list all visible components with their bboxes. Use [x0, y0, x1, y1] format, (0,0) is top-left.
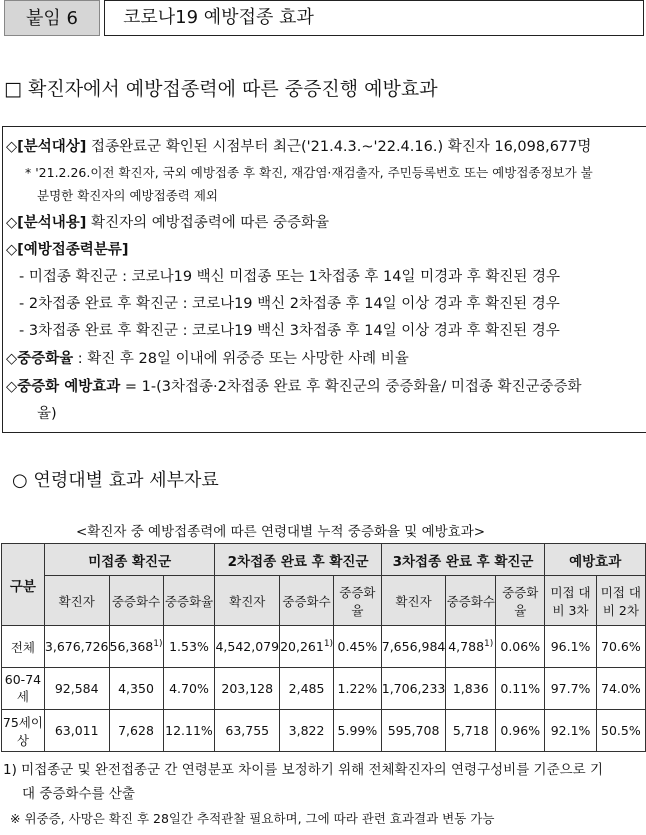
header-dose3: 3차접종 완료 후 확진군 [381, 544, 545, 576]
cell-cases-unvax: 3,676,726 [44, 626, 109, 668]
cell-severe-dose2 [280, 626, 334, 668]
subheader-vs3: 미접 대비 3차 [545, 576, 596, 626]
effect-line-cont: 율) [37, 406, 57, 422]
cell-severe-dose3 [446, 626, 496, 668]
class-unvax: - 미접종 확진군 : 코로나19 백신 미접종 또는 1차접종 후 14일 미경과 후 확진된 경우 [19, 269, 560, 285]
cell-rate-dose3: 0.96% [496, 710, 545, 752]
footnote-2: ※ 위중증, 사망은 확진 후 28일간 추적관찰 필요하며, 그에 따라 관련 효과결과 변동 가능 [10, 811, 495, 826]
footnote-mark: 1) [323, 638, 334, 649]
subheader-rate: 중증화율 [334, 576, 382, 626]
exclusion-note: * '21.2.26.이전 확진자, 국외 예방접종 후 확진, 재감염·재검출자, 주민등록번호 또는 예방접종정보가 불 [25, 165, 593, 180]
header-unvax: 미접종 확진군 [44, 544, 215, 576]
subheader-cases: 확진자 [215, 576, 280, 626]
label-severe-rate: 중증화율 [17, 351, 74, 367]
cell-severe-unvax: 4,350 [109, 668, 163, 710]
cell-severe-unvax: 7,628 [109, 710, 163, 752]
footnote-1-cont: 대 중증화수를 산출 [22, 786, 135, 802]
diamond-bullet: ◇ [6, 215, 18, 231]
cell-severe-dose3: 5,718 [446, 710, 496, 752]
cell-effect-vs3: 92.1% [545, 710, 596, 752]
cell-rate-dose2: 5.99% [334, 710, 382, 752]
label-content: [분석내용] [17, 215, 87, 231]
cell-rate-dose2: 0.45% [334, 626, 382, 668]
cell-effect-vs3: 97.7% [545, 668, 596, 710]
cell-rate-unvax: 4.70% [163, 668, 215, 710]
header-dose2: 2차접종 완료 후 확진군 [215, 544, 381, 576]
classification-line [6, 238, 128, 259]
table-row [2, 668, 646, 710]
cell-cases-dose2: 63,755 [215, 710, 280, 752]
diamond-bullet: ◇ [6, 351, 18, 367]
cell-rate-unvax: 12.11% [163, 710, 215, 752]
row-label: 75세이상 [2, 710, 45, 752]
label-effect: 중증화 예방효과 [17, 379, 121, 395]
footnote-mark: 1) [153, 638, 163, 649]
diamond-bullet: ◇ [6, 242, 18, 258]
cell-effect-vs2: 70.6% [596, 626, 645, 668]
section-title: 코로나19 예방접종 효과 [104, 0, 644, 36]
cell-severe-dose3: 1,836 [446, 668, 496, 710]
text-severe-rate: : 확진 후 28일 이내에 위중증 또는 사망한 사례 비율 [73, 351, 409, 367]
cell-cases-unvax: 63,011 [44, 710, 109, 752]
cell-cases-dose3: 7,656,984 [381, 626, 446, 668]
cell-cases-dose3: 595,708 [381, 710, 446, 752]
diamond-bullet: ◇ [6, 139, 18, 155]
cell-severe-unvax [109, 626, 163, 668]
cell-effect-vs2: 74.0% [596, 668, 645, 710]
cell-cases-unvax: 92,584 [44, 668, 109, 710]
section-header [4, 0, 644, 38]
heading-severe-prevention: □ 확진자에서 예방접종력에 따른 중증진행 예방효과 [4, 78, 438, 100]
cell-severe-value: 56,368 [109, 639, 154, 655]
target-line [6, 135, 591, 156]
header-effect: 예방효과 [545, 544, 646, 576]
class-dose2: - 2차접종 완료 후 확진군 : 코로나19 백신 2차접종 후 14일 이상 경과 후 확진된 경우 [19, 296, 560, 312]
subheader-vs2: 미접 대비 2차 [596, 576, 645, 626]
subheader-severe: 중증화수 [446, 576, 496, 626]
cell-severe-value: 20,261 [280, 639, 324, 655]
cell-rate-dose3: 0.11% [496, 668, 545, 710]
text-target: 접종완료군 확인된 시점부터 최근('21.4.3.~'22.4.16.) 확진자 16,098,677명 [86, 139, 592, 155]
cell-rate-unvax: 1.53% [163, 626, 215, 668]
exclusion-note-cont: 분명한 확진자의 예방접종력 제외 [37, 188, 218, 203]
row-label: 60-74세 [2, 668, 45, 710]
cell-rate-dose2: 1.22% [334, 668, 382, 710]
cell-severe-value: 4,788 [448, 639, 485, 655]
class-dose3: - 3차접종 완료 후 확진군 : 코로나19 백신 3차접종 후 14일 이상 경과 후 확진된 경우 [19, 323, 560, 339]
cell-effect-vs3: 96.1% [545, 626, 596, 668]
footnote-1: 1) 미접종군 및 완전접종군 간 연령분포 차이를 보정하기 위해 전체확진자의 연령구성비를 기준으로 기 [3, 762, 604, 778]
subheader-cases: 확진자 [44, 576, 109, 626]
severe-rate-line [6, 347, 409, 368]
table-caption: <확진자 중 예방접종력에 따른 연령대별 누적 중증화율 및 예방효과> [76, 524, 486, 540]
cell-cases-dose2: 4,542,079 [215, 626, 280, 668]
cell-cases-dose2: 203,128 [215, 668, 280, 710]
row-label: 전체 [2, 626, 45, 668]
analysis-summary-box [2, 126, 646, 433]
label-target: [분석대상] [17, 139, 87, 155]
heading-age-detail: ○ 연령대별 효과 세부자료 [12, 470, 219, 491]
table-row [2, 710, 646, 752]
subheader-rate: 중증화율 [496, 576, 545, 626]
subheader-cases: 확진자 [381, 576, 446, 626]
subheader-severe: 중증화수 [280, 576, 334, 626]
cell-rate-dose3: 0.06% [496, 626, 545, 668]
footnote-mark: 1) [484, 638, 494, 649]
effect-line [6, 375, 582, 396]
cell-cases-dose3: 1,706,233 [381, 668, 446, 710]
table-row [2, 626, 646, 668]
cell-effect-vs2: 50.5% [596, 710, 645, 752]
subheader-rate: 중증화율 [163, 576, 215, 626]
attachment-tag: 붙임 6 [4, 0, 100, 36]
text-effect: = 1-(3차접종·2차접종 완료 후 확진군의 중증화율/ 미접종 확진군중증화 [120, 379, 582, 395]
cell-severe-dose2: 3,822 [280, 710, 334, 752]
label-classification: [예방접종력분류] [17, 242, 129, 258]
content-line [6, 211, 329, 232]
subheader-severe: 중증화수 [109, 576, 163, 626]
header-group: 구분 [2, 544, 45, 626]
text-content: 확진자의 예방접종력에 따른 중증화율 [86, 215, 330, 231]
cell-severe-dose2: 2,485 [280, 668, 334, 710]
diamond-bullet: ◇ [6, 379, 18, 395]
effect-table [1, 543, 646, 752]
